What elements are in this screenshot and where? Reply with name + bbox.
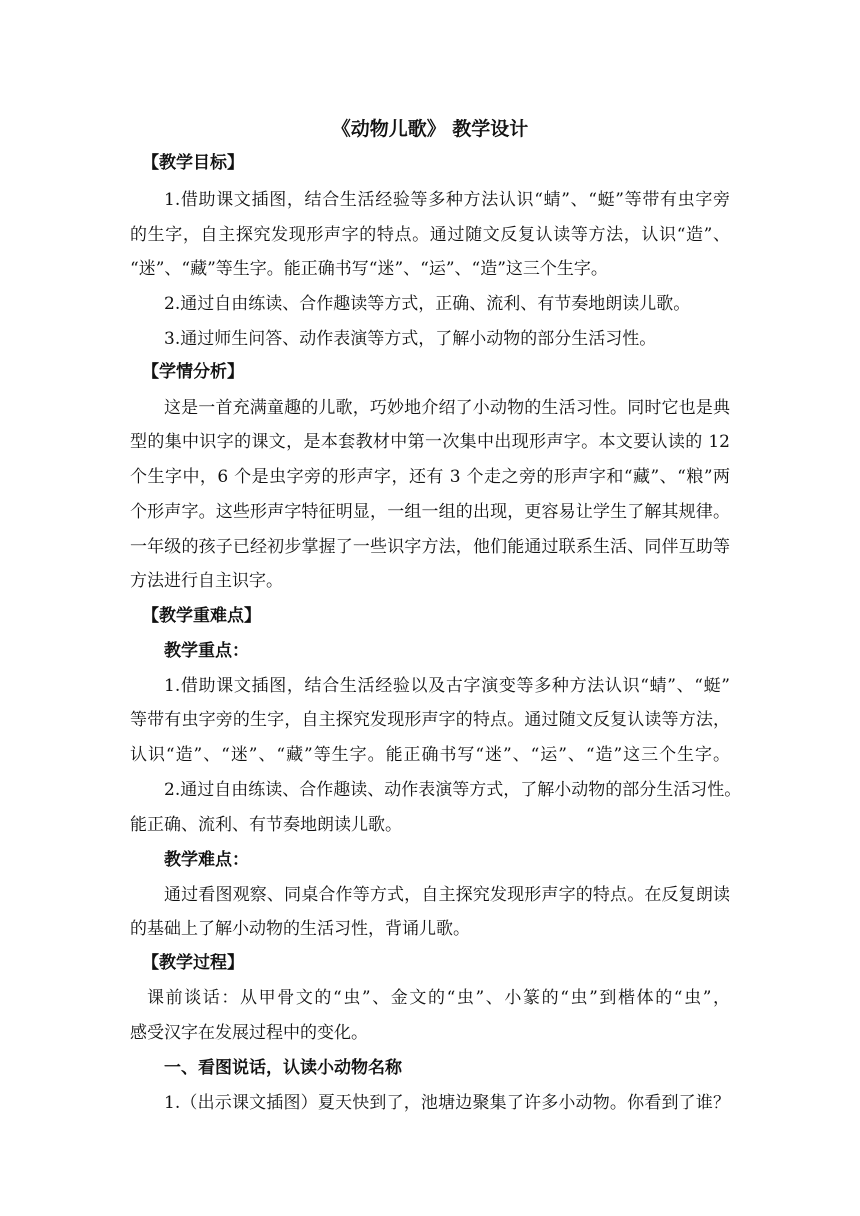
section-heading-process: 【教学过程】	[142, 953, 244, 973]
difficult-line-2: 的基础上了解小动物的生活习性，背诵儿歌。	[130, 919, 470, 939]
analysis-line-6: 方法进行自主识字。	[130, 571, 283, 591]
difficult-line-1: 通过看图观察、同桌合作等方式，自主探究发现形声字的特点。在反复朗读	[164, 885, 730, 905]
step-1-heading: 一、看图说话，认读小动物名称	[164, 1058, 402, 1078]
subheading-key-points: 教学重点：	[164, 641, 249, 661]
section-heading-goals: 【教学目标】	[142, 153, 244, 173]
pre-talk-line-1: 课前谈话：从甲骨文的“虫”、金文的“虫”、小篆的“虫”到楷体的“虫”，	[147, 988, 730, 1008]
subheading-difficult-points: 教学难点：	[164, 850, 249, 870]
goal-1-line-2: 的生字，自主探究发现形声字的特点。通过随文反复认读等方法，认识“造”、	[130, 225, 730, 245]
analysis-line-2: 型的集中识字的课文，是本套教材中第一次集中出现形声字。本文要认读的 12	[130, 432, 730, 452]
key-2-line-2: 能正确、流利、有节奏地朗读儿歌。	[130, 815, 402, 835]
analysis-line-1: 这是一首充满童趣的儿歌，巧妙地介绍了小动物的生活习性。同时它也是典	[164, 398, 730, 418]
analysis-line-3: 个生字中，6 个是虫字旁的形声字，还有 3 个走之旁的形声字和“藏”、“粮”两	[130, 467, 730, 487]
section-heading-analysis: 【学情分析】	[142, 362, 244, 382]
key-1-line-1: 1.借助课文插图，结合生活经验以及古字演变等多种方法认识“蜻”、“蜓”	[164, 676, 730, 696]
section-heading-key-difficult: 【教学重难点】	[142, 606, 261, 626]
analysis-line-5: 一年级的孩子已经初步掌握了一些识字方法，他们能通过联系生活、同伴互助等	[130, 537, 730, 557]
key-1-line-3: 认识“造”、“迷”、“藏”等生字。能正确书写“迷”、“运”、“造”这三个生字。	[130, 745, 730, 765]
goal-2: 2.通过自由练读、合作趣读等方式，正确、流利、有节奏地朗读儿歌。	[164, 294, 691, 314]
analysis-line-4: 个形声字。这些形声字特征明显，一组一组的出现，更容易让学生了解其规律。	[130, 502, 730, 522]
step-1-line-1: 1.（出示课文插图）夏天快到了，池塘边聚集了许多小动物。你看到了谁？	[164, 1093, 730, 1113]
goal-1-line-3: “迷”、“藏”等生字。能正确书写“迷”、“运”、“造”这三个生字。	[130, 259, 608, 279]
pre-talk-line-2: 感受汉字在发展过程中的变化。	[130, 1023, 368, 1043]
goal-1-line-1: 1.借助课文插图，结合生活经验等多种方法认识“蜻”、“蜓”等带有虫字旁	[164, 190, 730, 210]
document-title: 《动物儿歌》 教学设计	[331, 118, 529, 140]
key-2-line-1: 2.通过自由练读、合作趣读、动作表演等方式，了解小动物的部分生活习性。	[164, 780, 742, 800]
goal-3: 3.通过师生问答、动作表演等方式，了解小动物的部分生活习性。	[164, 329, 657, 349]
key-1-line-2: 等带有虫字旁的生字，自主探究发现形声字的特点。通过随文反复认读等方法，	[130, 710, 730, 730]
